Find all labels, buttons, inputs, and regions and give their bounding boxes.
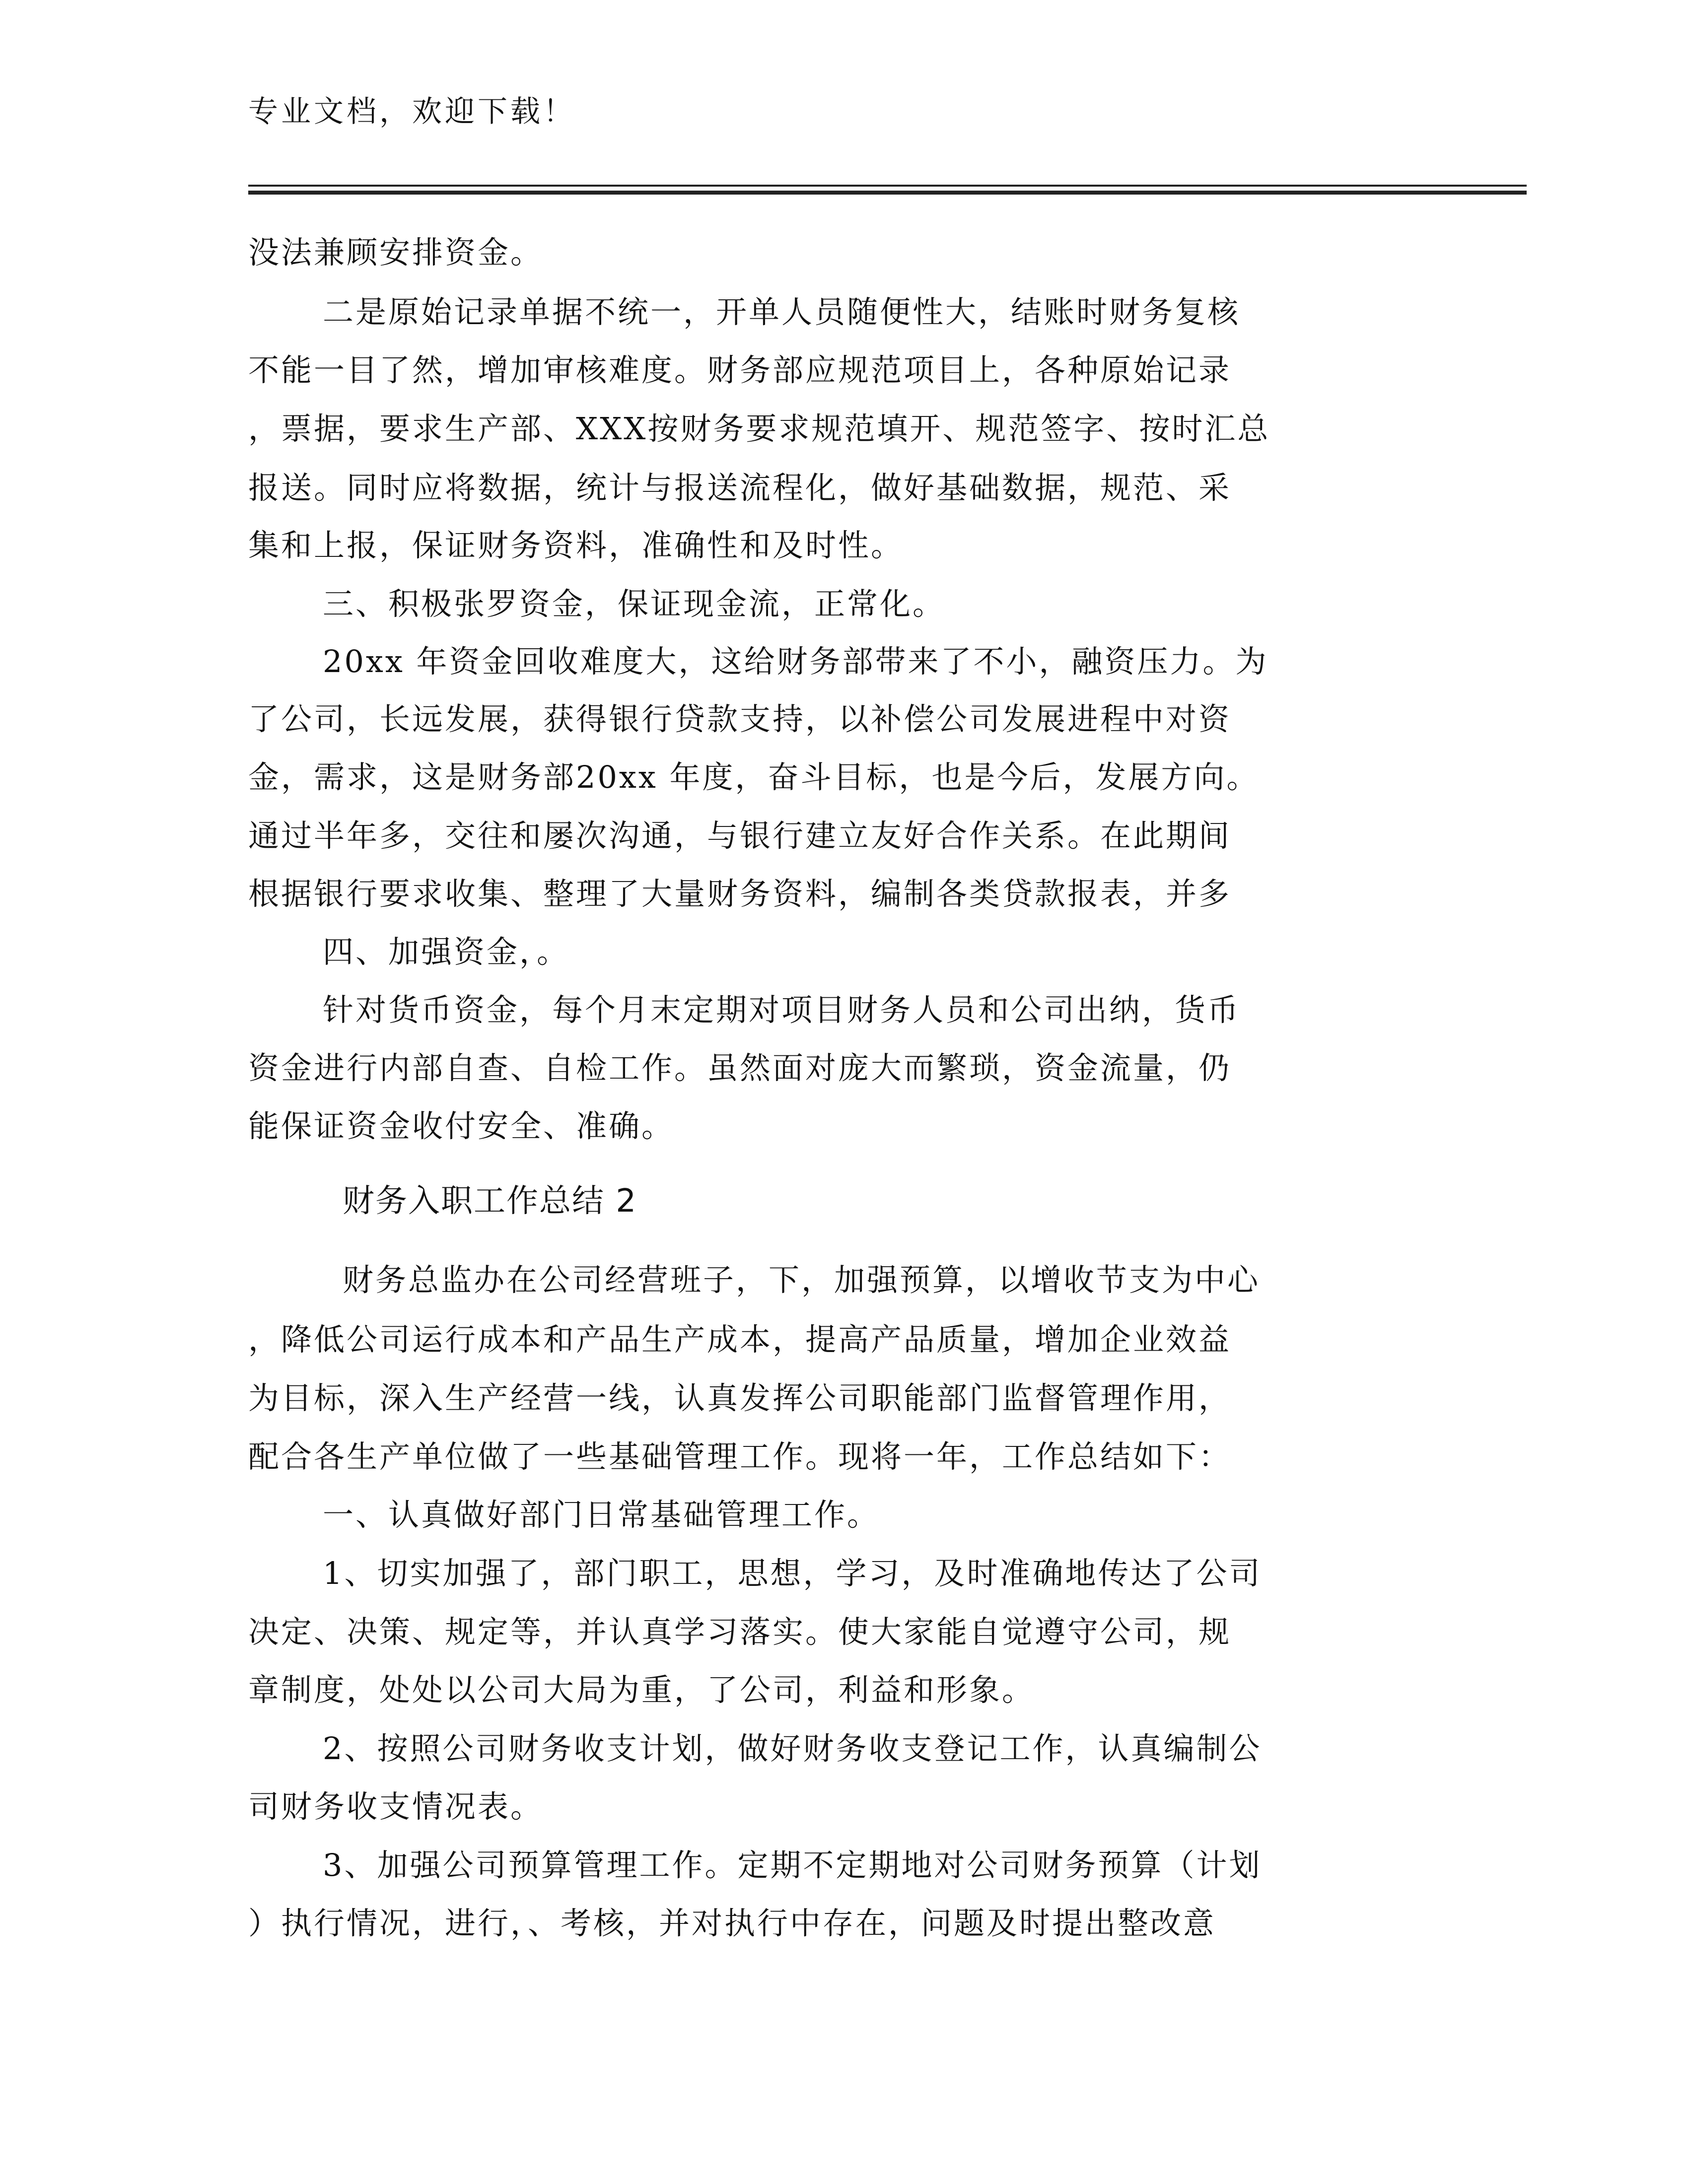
body-line: 报送。同时应将数据，统计与报送流程化，做好基础数据，规范、采 <box>248 470 1232 506</box>
body-line: 章制度，处处以公司大局为重，了公司，利益和形象。 <box>248 1672 1035 1708</box>
body-line: 财务总监办在公司经营班子，下，加强预算，以增收节支为中心 <box>343 1262 1261 1298</box>
body-line: ，降低公司运行成本和产品生产成本，提高产品质量，增加企业效益 <box>248 1321 1232 1358</box>
body-line: 通过半年多，交往和屡次沟通，与银行建立友好合作关系。在此期间 <box>248 818 1232 854</box>
body-line: 集和上报，保证财务资料，准确性和及时性。 <box>248 527 904 563</box>
section-2-heading: 财务入职工作总结 2 <box>343 1183 637 1220</box>
body-line: 四、加强资金，。 <box>323 934 570 970</box>
header-divider-thin <box>248 185 1527 187</box>
body-line: 配合各生产单位做了一些基础管理工作。现将一年，工作总结如下： <box>248 1438 1232 1475</box>
body-line: 1、切实加强了，部门职工，思想，学习，及时准确地传达了公司 <box>323 1555 1262 1591</box>
body-line: 针对货币资金，每个月末定期对项目财务人员和公司出纳，货币 <box>323 992 1241 1028</box>
header-divider-thick <box>248 191 1527 195</box>
body-line: 金，需求，这是财务部20xx 年度，奋斗目标，也是今后，发展方向。 <box>248 759 1260 795</box>
body-line: 司财务收支情况表。 <box>248 1788 544 1825</box>
body-line: 根据银行要求收集、整理了大量财务资料，编制各类贷款报表，并多 <box>248 876 1232 912</box>
body-line: 了公司，长远发展，获得银行贷款支持，以补偿公司发展进程中对资 <box>248 701 1232 737</box>
body-line: 3、加强公司预算管理工作。定期不定期地对公司财务预算（计划 <box>323 1847 1262 1883</box>
body-line: ）执行情况，进行，、考核，并对执行中存在，问题及时提出整改意 <box>248 1905 1216 1941</box>
body-line: 2、按照公司财务收支计划，做好财务收支登记工作，认真编制公 <box>323 1730 1262 1767</box>
body-line: ，票据，要求生产部、XXX按财务要求规范填开、规范签字、按时汇总 <box>248 410 1270 447</box>
body-line: 一、认真做好部门日常基础管理工作。 <box>323 1497 880 1533</box>
body-line: 不能一目了然，增加审核难度。财务部应规范项目上，各种原始记录 <box>248 352 1232 388</box>
body-line: 二是原始记录单据不统一，开单人员随便性大，结账时财务复核 <box>323 294 1241 330</box>
body-line: 资金进行内部自查、自检工作。虽然面对庞大而繁琐，资金流量，仍 <box>248 1050 1232 1086</box>
body-line: 为目标，深入生产经营一线，认真发挥公司职能部门监督管理作用， <box>248 1380 1232 1416</box>
page-header: 专业文档，欢迎下载！ <box>248 94 576 129</box>
body-line: 三、积极张罗资金，保证现金流，正常化。 <box>323 586 946 622</box>
body-line: 没法兼顾安排资金。 <box>248 234 544 271</box>
body-line: 决定、决策、规定等，并认真学习落实。使大家能自觉遵守公司，规 <box>248 1614 1232 1650</box>
body-line: 能保证资金收付安全、准确。 <box>248 1108 675 1144</box>
body-line: 20xx 年资金回收难度大，这给财务部带来了不小，融资压力。为 <box>323 643 1268 680</box>
